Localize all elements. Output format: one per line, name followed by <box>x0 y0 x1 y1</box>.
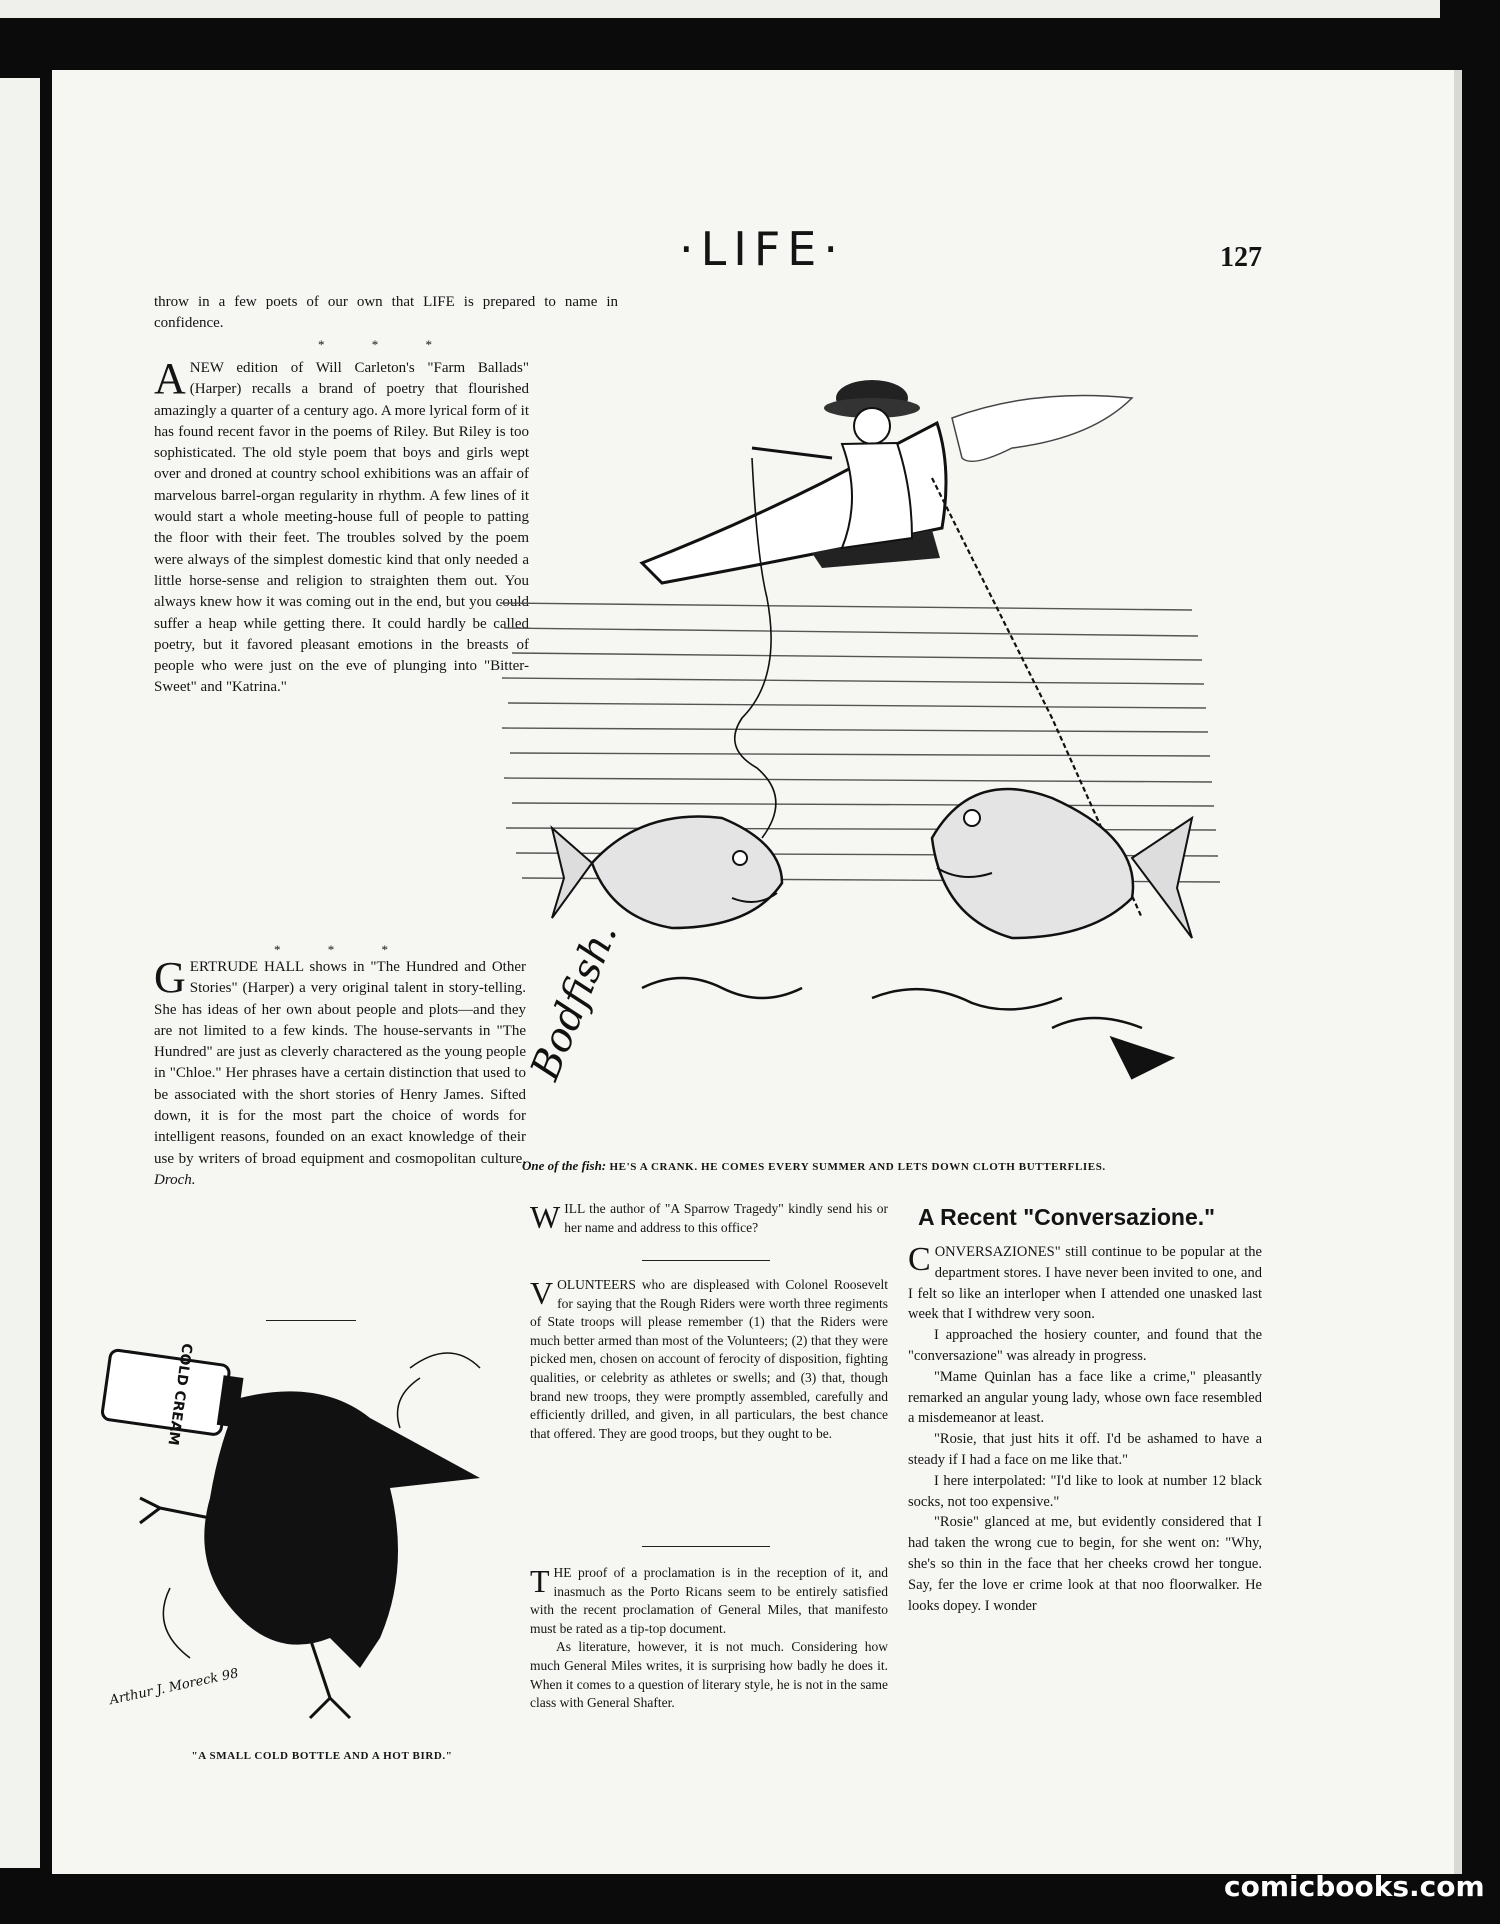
fishing-cartoon-caption <box>522 1158 1322 1174</box>
dropcap: C <box>908 1241 931 1278</box>
carleton-review-text: NEW edition of Will Carleton's "Farm Ballads" (Harper) recalls a brand of poetry that flourished amazingly a quarter of a century ago. A more lyrical form of it has found recent favor in the poems of Riley. But Riley is too sophisticated. The old style poem that boys and girls wept over and droned at country school exhibitions was an affair of marvelous barrel-organ regularity in rhythm. A few lines of it would start a whole meeting-house full of people to patting the floor with their feet. The troubles solved by the poem were always of the simplest domestic kind that only needed a little horse-sense and religion to straighten them out. You always knew how it was coming out in the end, but you could suffer a heap while getting there. It could hardly be called poetry, but it favored pleasant emotions in the breasts of people who were just on the eve of plunging into "Bitter-Sweet" and "Katrina." <box>154 360 529 696</box>
literature-text: As literature, however, it is not much. Considering how much General Miles writes, it is surprising how badly he does it. When it comes to a question of literary style, he is not in the same class with General Shafter. <box>530 1639 888 1711</box>
section-separator: * * * <box>274 942 410 957</box>
proclamation-text: HE proof of a proclamation is in the reception of it, and inasmuch as the Porto Ricans seem to be entirely satisfied with the recent proclamation of General Miles, that manifesto must be rated as a tip-top document. <box>530 1565 888 1636</box>
hall-review <box>154 953 526 1191</box>
watermark: comicbooks.com <box>1224 1870 1485 1903</box>
intro-paragraph: throw in a few poets of our own that LIFE is prepared to name in confidence. <box>154 294 618 332</box>
fish-right <box>932 789 1192 938</box>
divider <box>642 1546 770 1547</box>
carleton-review <box>154 354 529 699</box>
fishing-cartoon <box>492 298 1322 1158</box>
dropcap: W <box>530 1199 561 1235</box>
proclamation-item <box>530 1564 888 1713</box>
signature: Droch. <box>154 1171 196 1188</box>
dropcap: V <box>530 1275 554 1311</box>
volunteers-item <box>530 1276 888 1443</box>
facing-page-edge <box>0 78 40 1868</box>
crow-cartoon-caption: "A SMALL COLD BOTTLE AND A HOT BIRD." <box>191 1750 453 1762</box>
seabed <box>642 978 1172 1078</box>
section-separator: * * * <box>318 336 454 352</box>
conversazione-article <box>908 1242 1262 1616</box>
paragraph-4: "Rosie, that just hits it off. I'd be ashamed to have a steady if I had a face on me like that." <box>908 1431 1262 1468</box>
artist-signature: Arthur J. Moreck 98 <box>108 1666 240 1709</box>
paragraph-6: "Rosie" glanced at me, but evidently considered that I had taken the wrong cue to begin, for she went on: "Why, she's so thin in the face that her cheeks crowd her tongue. Say, fer the love er crime look at that noo floorwalker. He looks dopey. I wonder <box>908 1514 1262 1614</box>
volunteers-text: OLUNTEERS who are displeased with Colonel Roosevelt for saying that the Rough Riders were worth three regiments of State troops will please remember (1) that the Riders were much better armed than most of the Volunteers; (2) that they were picked men, chosen on account of ferocity of disposition, fighting qualities, or celebrity as athletes or swells; and (3) that, though brand new troops, they were promptly assembled, carefully and efficiently drilled, and given, in all particulars, the best chance that offered. They are good troops, but they ought to be. <box>530 1277 888 1441</box>
boat-flag <box>952 396 1132 462</box>
paragraph-5: I here interpolated: "I'd like to look at number 12 black socks, not too expensive." <box>908 1472 1262 1510</box>
page-edge <box>1454 70 1462 1874</box>
magazine-page <box>52 70 1454 1874</box>
divider <box>642 1260 770 1261</box>
previous-page-strip <box>0 0 1440 18</box>
crow <box>204 1391 480 1668</box>
dropcap: T <box>530 1563 550 1599</box>
caption-text: HE'S A CRANK. HE COMES EVERY SUMMER AND LETS DOWN CLOTH BUTTERFLIES. <box>609 1161 1106 1173</box>
dropcap: A <box>154 354 186 403</box>
bottle-label: COLD CREAM <box>164 1342 195 1447</box>
fish-left <box>552 816 782 928</box>
caption-speaker: One of the fish: <box>522 1158 607 1173</box>
paragraph-1: ONVERSAZIONES" still continue to be popular at the department stores. I have never been invited to one, and I felt so like an interloper when I attended one unasked last week that I withdrew very soon. <box>908 1244 1262 1323</box>
crow-cartoon <box>80 1338 500 1738</box>
sparrow-notice-text: ILL the author of "A Sparrow Tragedy" kindly send his or her name and address to this office? <box>564 1201 888 1235</box>
article-heading: A Recent "Conversazione." <box>918 1204 1216 1230</box>
artist-signature: Bodfish. <box>522 916 627 1087</box>
dropcap: G <box>154 953 186 1002</box>
paragraph-2: I approached the hosiery counter, and found that the "conversazione" was already in progress. <box>908 1327 1262 1364</box>
divider <box>266 1320 356 1321</box>
crow-claw <box>140 1498 210 1523</box>
hall-review-text: ERTRUDE HALL shows in "The Hundred and Other Stories" (Harper) a very original talent in story-telling. She has ideas of her own about people and plots—and they are not limited to a few kinds. The house-servants in "The Hundred" are just as cleverly charactered as the young people in "Chloe." Her phrases have a certain distinction that used to be associated with the short stories of Henry James. Sifted down, it is for the most part the choice of words for intelligent reasons, founded on an exact knowledge of their use by writers of broad equipment and cosmopolitan culture. <box>154 959 526 1167</box>
paragraph-3: "Mame Quinlan has a face like a crime," pleasantly remarked an angular young lady, whose own face resembled a misdemeanor at least. <box>908 1368 1262 1427</box>
sparrow-notice <box>530 1200 888 1237</box>
masthead: ·LIFE· <box>679 222 845 276</box>
page-number: 127 <box>1220 242 1262 273</box>
